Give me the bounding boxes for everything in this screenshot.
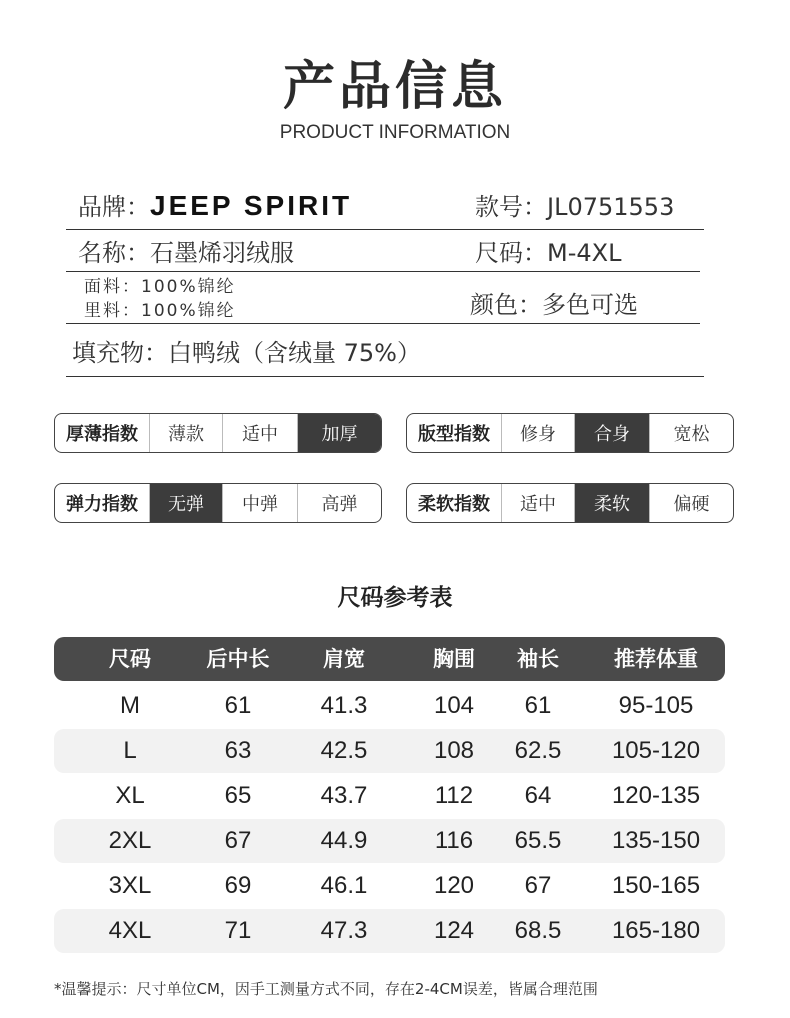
index-option: 中弹 <box>223 484 298 522</box>
divider <box>66 376 704 377</box>
index-option: 偏硬 <box>673 494 710 515</box>
divider <box>66 323 700 324</box>
table-cell: 42.5 <box>320 737 368 764</box>
index-option: 薄款 <box>150 414 223 452</box>
page-subtitle: PRODUCT INFORMATION <box>279 122 511 143</box>
column-header: 肩宽 <box>323 647 365 671</box>
table-cell: 63 <box>224 737 252 764</box>
filling: 填充物：白鸭绒（含绒量 75%） <box>72 339 421 367</box>
index-option: 适中 <box>223 414 298 452</box>
table-cell: 62.5 <box>514 737 562 764</box>
index-label: 柔软指数 <box>407 484 502 522</box>
table-cell: 105-120 <box>611 737 701 764</box>
table-cell: 150-165 <box>611 872 701 899</box>
table-cell: 2XL <box>108 827 152 854</box>
table-cell: 65.5 <box>514 827 562 854</box>
divider <box>66 271 700 272</box>
table-row <box>54 684 725 728</box>
table-cell: 112 <box>434 782 474 809</box>
table-cell: 65 <box>224 782 252 809</box>
table-cell: 124 <box>433 917 475 944</box>
softness-index <box>406 483 734 523</box>
table-cell: 108 <box>433 737 475 764</box>
table-cell: 120 <box>433 872 475 899</box>
table-cell: 95-105 <box>618 692 694 719</box>
index-option: 修身 <box>502 414 575 452</box>
index-option: 适中 <box>502 484 575 522</box>
divider <box>66 229 704 230</box>
table-cell: 67 <box>224 827 252 854</box>
table-cell: 47.3 <box>320 917 368 944</box>
table-cell: 61 <box>524 692 552 719</box>
table-cell: 67 <box>524 872 552 899</box>
table-cell: 4XL <box>108 917 152 944</box>
table-cell: 3XL <box>108 872 152 899</box>
product-name: 名称：石墨烯羽绒服 <box>78 239 294 267</box>
table-cell: 165-180 <box>611 917 701 944</box>
index-option-selected: 加厚 <box>298 414 381 452</box>
color-options: 颜色：多色可选 <box>470 291 638 319</box>
page-title: 产品信息 <box>282 57 507 117</box>
index-option-selected: 无弹 <box>150 484 223 522</box>
brand-logo: JEEP SPIRIT <box>150 190 353 221</box>
table-cell: 71 <box>224 917 252 944</box>
table-cell: XL <box>115 782 145 809</box>
table-row <box>54 864 725 908</box>
fit-index <box>406 413 734 453</box>
table-row <box>54 774 725 818</box>
index-option: 高弹 <box>321 494 358 515</box>
table-cell: 116 <box>434 827 474 854</box>
table-cell: 46.1 <box>320 872 368 899</box>
table-cell: 61 <box>224 692 252 719</box>
table-cell: 120-135 <box>611 782 701 809</box>
column-header: 尺码 <box>109 647 151 671</box>
table-cell: 43.7 <box>320 782 368 809</box>
column-header: 袖长 <box>517 647 559 671</box>
table-cell: 44.9 <box>320 827 368 854</box>
style-number: 款号：JL0751553 <box>475 193 675 221</box>
size-table-title: 尺码参考表 <box>337 585 453 611</box>
column-header: 后中长 <box>206 647 270 671</box>
index-label: 版型指数 <box>407 414 502 452</box>
size-range: 尺码：M-4XL <box>475 239 622 267</box>
size-note: *温馨提示：尺寸单位CM，因手工测量方式不同，存在2-4CM误差，皆属合理范围 <box>54 980 598 998</box>
table-cell: 64 <box>524 782 552 809</box>
table-cell: M <box>120 692 140 719</box>
table-cell: 68.5 <box>514 917 562 944</box>
brand-label: 品牌： <box>78 193 150 221</box>
table-cell: 104 <box>433 692 475 719</box>
table-cell: 69 <box>224 872 252 899</box>
index-option-selected: 柔软 <box>575 484 650 522</box>
table-cell: 41.3 <box>320 692 368 719</box>
index-option: 宽松 <box>673 424 710 445</box>
column-header: 推荐体重 <box>614 647 698 671</box>
table-row <box>54 819 725 863</box>
elasticity-index <box>54 483 382 523</box>
index-label: 厚薄指数 <box>55 414 150 452</box>
index-option-selected: 合身 <box>575 414 650 452</box>
table-cell: 135-150 <box>611 827 701 854</box>
thickness-index <box>54 413 382 453</box>
outer-fabric: 面料：100%锦纶 <box>84 277 236 297</box>
table-cell: L <box>123 737 137 764</box>
table-row <box>54 909 725 953</box>
index-label: 弹力指数 <box>55 484 150 522</box>
size-table-header <box>54 637 725 681</box>
table-row <box>54 729 725 773</box>
lining-fabric: 里料：100%锦纶 <box>84 301 236 321</box>
column-header: 胸围 <box>433 647 475 671</box>
